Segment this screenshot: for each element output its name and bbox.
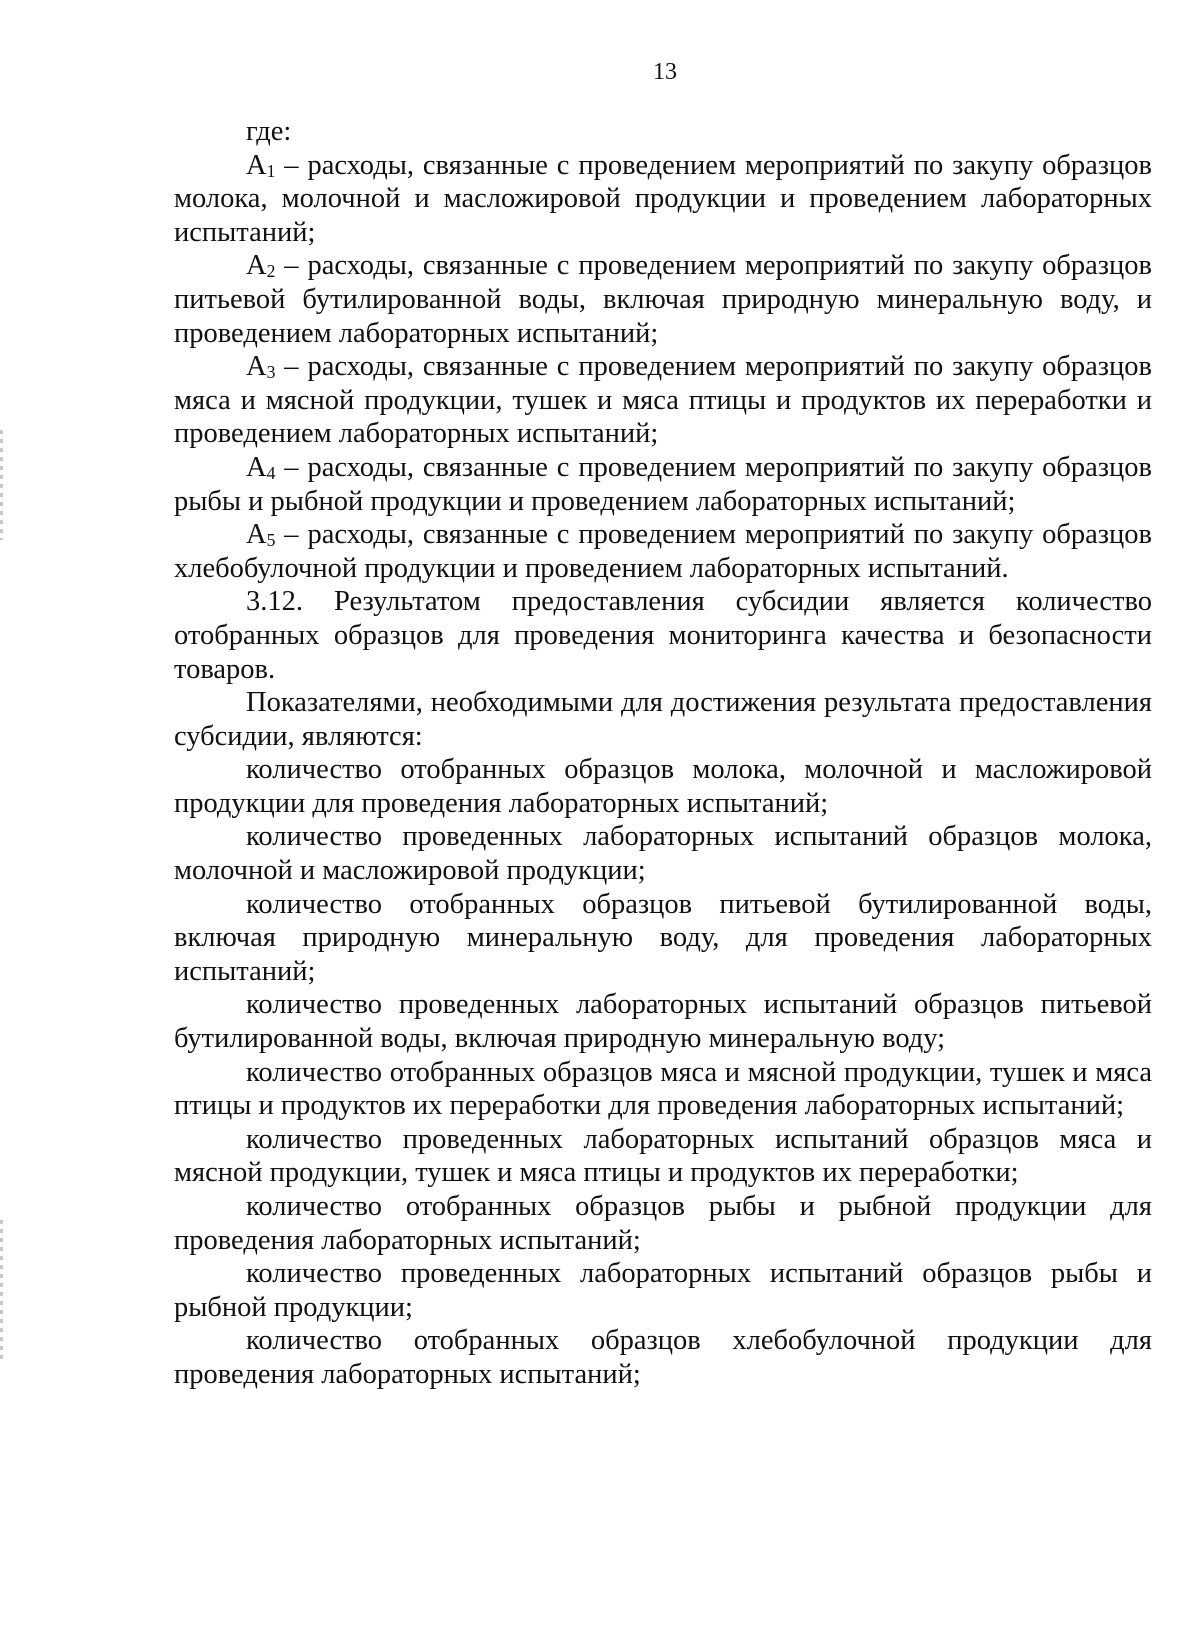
expense-symbol: А [246, 451, 267, 483]
expense-text: – расходы, связанные с проведением мероприятий по закупу образцов молока, молочной и масложировой продукции и проведением лабораторных испытаний; [174, 149, 1152, 248]
indicator-item: количество проведенных лабораторных испытаний образцов питьевой бутилированной воды, включая природную минеральную воду; [174, 989, 1152, 1055]
result-paragraph: 3.12. Результатом предоставления субсидии является количество отобранных образцов для проведения мониторинга качества и безопасности товаров. [174, 586, 1152, 685]
expense-index: 5 [266, 530, 276, 551]
indicator-item: количество проведенных лабораторных испытаний образцов мяса и мясной продукции, тушек и мяса птицы и продуктов их переработки; [174, 1123, 1152, 1189]
scan-edge-mark [0, 1220, 3, 1360]
expense-item [174, 149, 1152, 250]
expense-symbol: А [246, 149, 267, 181]
indicator-item: количество отобранных образцов молока, молочной и масложировой продукции для проведения лабораторных испытаний; [174, 754, 1152, 819]
indicator-item: количество отобранных образцов мяса и мясной продукции, тушек и мяса птицы и продуктов их переработки для проведения лабораторных испытаний; [174, 1056, 1152, 1122]
indicator-item: количество отобранных образцов рыбы и рыбной продукции для проведения лабораторных испытаний; [174, 1191, 1152, 1256]
expense-symbol: А [246, 250, 267, 282]
expense-item [174, 451, 1152, 518]
expense-symbol: А [246, 519, 267, 551]
expense-index: 2 [266, 261, 276, 282]
indicator-item: количество проведенных лабораторных испытаний образцов рыбы и рыбной продукции; [174, 1258, 1152, 1323]
expense-text: – расходы, связанные с проведением мероприятий по закупу образцов мяса и мясной продукции, тушек и мяса птицы и продуктов их переработки и проведением лабораторных испытаний; [174, 351, 1152, 450]
scan-edge-mark [0, 430, 3, 540]
expense-text: – расходы, связанные с проведением мероприятий по закупу образцов хлебобулочной продукции и проведением лабораторных испытаний. [174, 519, 1152, 584]
expense-item [174, 518, 1152, 585]
indicator-item: количество отобранных образцов питьевой бутилированной воды, включая природную минеральную воду, для проведения лабораторных испытаний; [174, 888, 1152, 987]
expense-item [174, 350, 1152, 451]
expense-index: 4 [266, 463, 276, 484]
indicator-item: количество проведенных лабораторных испытаний образцов молока, молочной и масложировой продукции; [174, 821, 1152, 887]
expense-index: 1 [266, 160, 276, 181]
expense-symbol: А [246, 351, 267, 383]
document-body [174, 115, 1152, 1392]
expense-index: 3 [266, 362, 276, 383]
expense-text: – расходы, связанные с проведением мероприятий по закупу образцов рыбы и рыбной продукции и проведением лабораторных испытаний; [174, 451, 1152, 517]
indicators-intro: Показателями, необходимыми для достижения результата предоставления субсидии, являются: [174, 687, 1152, 752]
indicator-item: количество отобранных образцов хлебобулочной продукции для проведения лабораторных испытаний; [174, 1325, 1152, 1390]
intro-line: где: [246, 116, 292, 147]
expense-text: – расходы, связанные с проведением мероприятий по закупу образцов питьевой бутилированной воды, включая природную минеральную воду, и проведением лабораторных испытаний; [174, 250, 1152, 349]
page-number: 13 [653, 59, 677, 85]
expense-item [174, 249, 1152, 350]
